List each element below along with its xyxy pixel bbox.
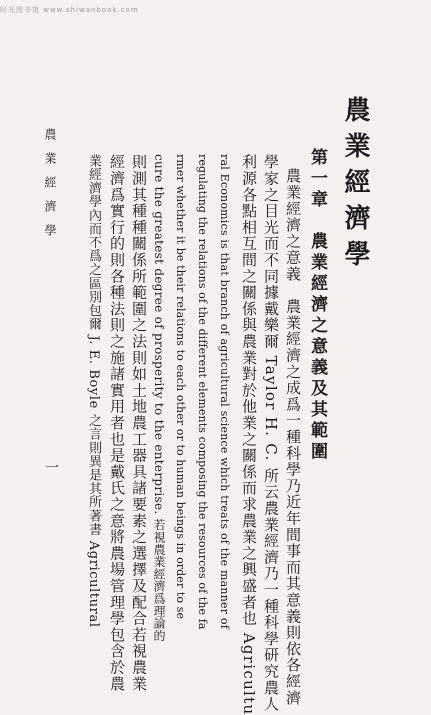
watermark: 时光图书馆 www.shiwanbook.com xyxy=(0,6,139,14)
text-column: cure the greatest degree of prosperity to the enterprise. 若視農業經濟爲理論的 xyxy=(152,154,166,642)
text-column: 學家之目光而不同據戴樂爾 Taylor H. C. 所云農業經濟乃一種科學研究農人 xyxy=(262,154,280,713)
text-column: 農業經濟之意義 農業經濟之成爲一種科學乃近年間事而其意義則依各經濟 xyxy=(284,168,302,706)
book-title: 農業經濟學 xyxy=(340,96,370,276)
page-number: 一 xyxy=(43,460,59,474)
running-head: 農業經濟學 xyxy=(43,128,57,248)
text-column: 經濟爲實行的則各種法則之施諸實用者也是戴氏之意將農場管理學包含於農 xyxy=(108,154,126,692)
text-column: ral Economics is that branch of agricultural science which treats of the manner of xyxy=(218,154,231,629)
text-column: 業經濟學內而不爲之區別包爾 J. E. Boyle 之言則異是其所著書 Agricultural xyxy=(86,154,101,628)
text-column: rmer whether it be their relations to each other or to human beings in order to se xyxy=(174,154,187,620)
text-column: regulating the relations of the different elements composing the resources of the fa xyxy=(196,154,209,630)
text-column: 則測其種種關係所範圍之法則如土地農工器具諸要素之選擇及配合若視農業 xyxy=(130,154,148,692)
chapter-heading: 第一章 農業經濟之意義及其範圍 xyxy=(307,148,327,463)
text-column: 利源各點相互間之關係與農業對於他業之關係而求農業之興盛者也 Agricultu xyxy=(240,154,258,715)
